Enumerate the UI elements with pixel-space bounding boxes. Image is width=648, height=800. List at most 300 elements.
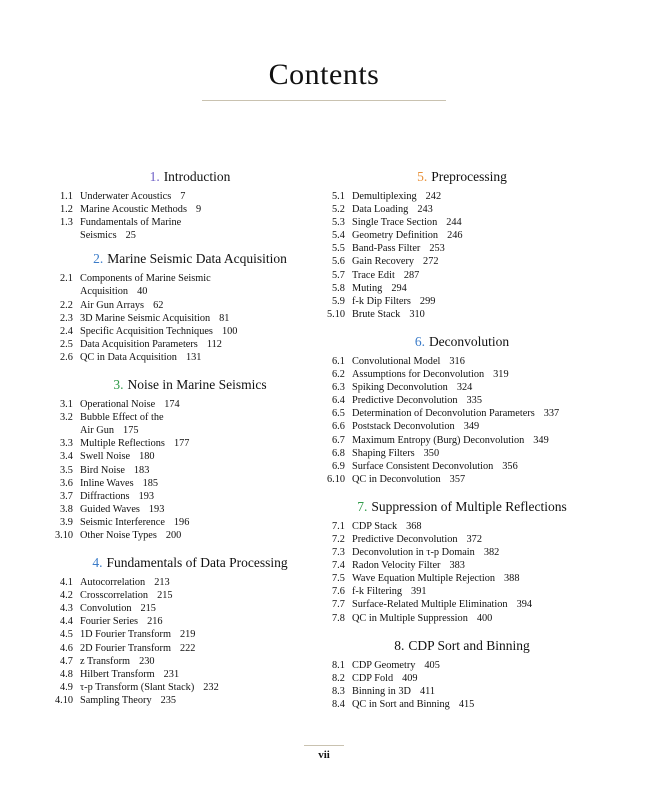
section-page-number: 357	[449, 473, 466, 485]
section-title	[352, 546, 499, 559]
section-page-number: 177	[173, 438, 190, 450]
chapter-block	[60, 168, 320, 242]
chapter-block	[327, 333, 592, 486]
section-title-text: CDP Geometry	[352, 659, 416, 671]
toc-entry[interactable]	[60, 464, 320, 477]
section-number: 1.3	[60, 217, 73, 229]
section-title-text: Hilbert Transform	[80, 668, 155, 680]
toc-entry[interactable]	[332, 255, 592, 268]
section-title	[352, 612, 492, 625]
section-title	[352, 559, 465, 572]
toc-entry[interactable]	[332, 229, 592, 242]
section-title	[80, 694, 176, 707]
section-number: 5.7	[332, 269, 345, 281]
toc-entry[interactable]	[332, 533, 592, 546]
toc-entry[interactable]	[60, 628, 320, 641]
section-page-number: 219	[179, 629, 196, 641]
chapter-block	[60, 250, 320, 364]
section-title-text: Geometry Definition	[352, 230, 439, 242]
toc-entry[interactable]	[60, 312, 320, 325]
toc-entry[interactable]	[332, 190, 592, 203]
section-number: 2.4	[60, 325, 73, 337]
section-page-number: 235	[160, 694, 177, 706]
chapter-number: 3.	[113, 377, 124, 393]
section-title-text: Swell Noise	[80, 451, 131, 463]
chapter-title: Introduction	[163, 169, 231, 184]
section-number: 3.1	[60, 399, 73, 411]
toc-entry[interactable]	[60, 642, 320, 655]
section-title-text: Sampling Theory	[80, 694, 152, 706]
section-number: 7.4	[332, 560, 345, 572]
section-title-text: Guided Waves	[80, 503, 140, 515]
section-page-number: 294	[391, 282, 407, 294]
section-page-number: 409	[402, 672, 418, 684]
section-title	[352, 698, 474, 711]
section-page-number: 253	[429, 243, 445, 255]
toc-entry[interactable]	[60, 602, 320, 615]
section-title-text: 3D Marine Seismic Acquisition	[80, 312, 211, 324]
section-page-number: 100	[221, 325, 238, 337]
section-title-text: Marine Acoustic Methods	[80, 204, 187, 216]
section-title-text: Specific Acquisition Techniques	[80, 325, 213, 337]
section-title-text: Data Acquisition Parameters	[80, 338, 198, 350]
section-number: 3.6	[60, 477, 73, 489]
section-number: 3.4	[60, 451, 73, 463]
toc-entry[interactable]	[332, 585, 592, 598]
section-page-number: 193	[148, 503, 165, 515]
section-title	[80, 516, 189, 529]
section-title	[352, 533, 482, 546]
section-page-number: 350	[423, 447, 440, 459]
section-number: 7.2	[332, 533, 345, 545]
section-number: 7.7	[332, 599, 345, 611]
section-title-text: Assumptions for Deconvolution	[352, 369, 485, 381]
section-page-number: 215	[140, 603, 156, 615]
chapter-title: Fundamentals of Data Processing	[106, 555, 288, 571]
section-number: 2.3	[60, 312, 73, 324]
section-page-number: 40	[137, 286, 148, 298]
toc-entry[interactable]	[60, 516, 320, 529]
toc-entry[interactable]	[60, 338, 320, 351]
section-number: 4.10	[55, 694, 74, 706]
toc-entry[interactable]	[332, 447, 592, 460]
section-page-number: 232	[203, 681, 219, 693]
section-page-number: 324	[456, 382, 473, 394]
section-title	[80, 615, 163, 628]
section-page-number: 200	[165, 529, 182, 541]
section-title	[352, 216, 462, 229]
section-page-number: 222	[179, 642, 196, 654]
section-title	[352, 420, 479, 433]
toc-entry[interactable]	[332, 672, 592, 685]
section-page-number: 230	[139, 655, 155, 667]
section-number: 6.8	[332, 447, 345, 459]
section-number: 4.6	[60, 642, 73, 654]
section-title-continuation: Air Gun 175	[80, 425, 139, 437]
section-number: 5.1	[332, 191, 345, 202]
section-number: 3.9	[60, 516, 73, 528]
section-page-number: 400	[476, 612, 493, 624]
section-number: 3.7	[60, 490, 73, 502]
toc-entry[interactable]	[332, 394, 592, 407]
section-title	[80, 216, 181, 242]
toc-entry[interactable]	[60, 615, 320, 628]
toc-entry[interactable]	[332, 598, 592, 611]
section-number: 3.8	[60, 503, 73, 515]
chapter-title: Suppression of Multiple Reflections	[371, 498, 567, 514]
title-divider	[202, 100, 446, 101]
section-page-number: 242	[425, 191, 442, 202]
toc-entry[interactable]	[332, 242, 592, 255]
section-title	[352, 282, 407, 295]
section-number: 5.2	[332, 204, 345, 216]
section-title	[352, 659, 440, 672]
section-page-number: 383	[449, 560, 465, 572]
section-number: 7.6	[332, 586, 345, 598]
chapter-title: Noise in Marine Seismics	[127, 377, 267, 393]
section-title-text: Trace Edit	[352, 269, 395, 281]
section-title-text: Muting	[352, 282, 383, 294]
section-title	[352, 355, 465, 368]
toc-entry[interactable]	[332, 420, 592, 433]
section-page-number: 411	[419, 685, 436, 697]
toc-right-column	[327, 168, 592, 711]
chapter-heading[interactable]	[332, 333, 592, 351]
section-title	[80, 668, 179, 681]
section-title	[80, 628, 195, 641]
section-title-text: Fundamentals of Marine	[80, 217, 182, 229]
chapter-block	[332, 637, 592, 711]
toc-entry[interactable]	[60, 216, 320, 242]
toc-entry[interactable]	[60, 437, 320, 450]
chapter-block	[327, 168, 592, 321]
section-title	[352, 520, 422, 533]
section-title-text: Deconvolution in τ-p Domain	[352, 547, 475, 559]
section-title	[80, 203, 201, 216]
section-page-number: 213	[154, 577, 170, 589]
toc-entry[interactable]	[332, 434, 592, 447]
section-number: 4.4	[60, 616, 73, 628]
section-number: 5.10	[327, 308, 346, 320]
section-number: 3.2	[60, 412, 73, 424]
section-title-text: Data Loading	[352, 204, 409, 216]
toc-entry[interactable]	[60, 190, 320, 203]
toc-entry[interactable]	[60, 450, 320, 463]
section-title-text: CDP Fold	[352, 672, 394, 684]
section-page-number: 382	[483, 547, 500, 559]
toc-entry[interactable]	[332, 381, 592, 394]
toc-entry[interactable]	[332, 659, 592, 672]
section-page-number: 316	[449, 355, 465, 367]
section-number: 3.10	[55, 529, 74, 541]
section-page-number: 183	[133, 464, 150, 476]
section-title	[80, 190, 185, 203]
section-page-number: 356	[502, 460, 518, 472]
toc-entry[interactable]	[60, 668, 320, 681]
section-title-text: Bird Noise	[80, 464, 125, 476]
section-page-number: 335	[466, 395, 482, 407]
section-title-text: Binning in 3D	[352, 685, 411, 697]
section-title	[352, 242, 445, 255]
section-title-continuation: Seismics 25	[80, 230, 136, 242]
toc-entry[interactable]	[332, 460, 592, 473]
section-number: 4.8	[60, 668, 73, 680]
chapter-number: 8.	[394, 637, 405, 653]
toc-entry[interactable]	[55, 694, 320, 707]
section-title-text: Predictive Deconvolution	[352, 533, 458, 545]
chapter-number: 5.	[417, 169, 428, 184]
section-number: 6.5	[332, 408, 345, 420]
section-title	[80, 576, 170, 589]
toc-entry[interactable]	[60, 490, 320, 503]
section-title-text: Surface Consistent Deconvolution	[352, 460, 494, 472]
chapter-heading[interactable]	[332, 637, 592, 655]
section-number: 8.2	[332, 672, 345, 684]
toc-entry[interactable]	[60, 576, 320, 589]
section-page-number: 337	[543, 408, 560, 420]
section-number: 6.1	[332, 355, 345, 367]
section-title-text: Components of Marine Seismic	[80, 273, 211, 285]
page-number: vii	[318, 749, 330, 761]
section-title	[80, 589, 173, 602]
section-title	[80, 655, 155, 668]
chapter-number: 1.	[149, 169, 160, 184]
section-title-text: z Transform	[80, 655, 131, 667]
section-number: 4.5	[60, 629, 73, 641]
chapter-number: 7.	[357, 498, 368, 514]
chapter-heading[interactable]	[60, 554, 320, 572]
toc-entry[interactable]	[327, 473, 592, 486]
section-page-number: 193	[138, 490, 155, 502]
toc-entry[interactable]	[332, 355, 592, 368]
section-title-text: QC in Deconvolution	[352, 473, 441, 485]
section-page-number: 25	[125, 230, 136, 242]
toc-entry[interactable]	[60, 681, 320, 694]
section-page-number: 112	[206, 338, 222, 350]
section-title-text: QC in Multiple Suppression	[352, 612, 468, 624]
section-page-number: 368	[406, 520, 422, 532]
section-number: 7.1	[332, 520, 345, 532]
section-title	[352, 190, 441, 203]
section-title	[80, 477, 158, 490]
section-title-text: Inline Waves	[80, 477, 134, 489]
section-title-text: Maximum Entropy (Burg) Deconvolution	[352, 434, 525, 446]
chapter-heading[interactable]	[60, 168, 320, 186]
toc-entry[interactable]	[60, 503, 320, 516]
section-title	[352, 447, 439, 460]
section-title-text: 2D Fourier Transform	[80, 642, 171, 654]
section-page-number: 231	[163, 668, 180, 680]
section-number: 6.2	[332, 369, 345, 381]
section-number: 4.1	[60, 577, 73, 589]
section-number: 4.7	[60, 655, 73, 667]
section-number: 7.3	[332, 547, 345, 559]
section-number: 7.8	[332, 612, 345, 624]
section-title	[352, 368, 509, 381]
section-number: 6.10	[327, 473, 346, 485]
section-title-text: QC in Data Acquisition	[80, 351, 177, 363]
section-page-number: 287	[403, 269, 420, 281]
section-title-text: Convolution	[80, 603, 132, 615]
section-title-text: Predictive Deconvolution	[352, 395, 458, 407]
toc-entry[interactable]	[60, 398, 320, 411]
section-title	[352, 685, 435, 698]
section-title-text: Spiking Deconvolution	[352, 382, 448, 394]
section-title-text: Gain Recovery	[352, 256, 415, 268]
section-title	[80, 325, 237, 338]
section-number: 1.1	[60, 191, 73, 202]
section-title	[80, 312, 229, 325]
toc-entry[interactable]	[332, 282, 592, 295]
section-page-number: 415	[458, 698, 475, 710]
toc-entry[interactable]	[60, 655, 320, 668]
toc-entry[interactable]	[55, 529, 320, 542]
page-title: Contents	[268, 58, 380, 91]
section-title-text: Brute Stack	[352, 308, 401, 320]
toc-entry[interactable]	[332, 203, 592, 216]
toc-entry[interactable]	[332, 407, 592, 420]
section-page-number: 394	[516, 599, 533, 611]
chapter-heading[interactable]	[332, 498, 592, 516]
section-page-number: 372	[466, 533, 482, 545]
section-title	[80, 529, 181, 542]
section-title	[352, 394, 482, 407]
section-title	[352, 295, 435, 308]
toc-left-column	[55, 168, 320, 707]
section-title-text: Convolutional Model	[352, 355, 441, 367]
toc-entry[interactable]	[60, 325, 320, 338]
section-title	[80, 503, 164, 516]
section-number: 4.9	[60, 681, 73, 693]
section-page-number: 7	[180, 191, 186, 202]
section-title	[80, 398, 180, 411]
section-title	[80, 437, 189, 450]
section-page-number: 131	[185, 351, 202, 363]
section-title-text: Diffractions	[80, 490, 130, 502]
section-title	[80, 338, 222, 351]
section-title	[352, 598, 532, 611]
section-number: 6.3	[332, 382, 345, 394]
section-title	[80, 602, 156, 615]
section-page-number: 299	[419, 295, 436, 307]
section-title-text: Single Trace Section	[352, 217, 438, 229]
toc-entry[interactable]	[60, 589, 320, 602]
section-title	[352, 473, 465, 486]
chapter-block	[55, 554, 320, 707]
chapter-heading[interactable]	[60, 376, 320, 394]
section-title	[352, 203, 433, 216]
section-title	[80, 351, 201, 364]
section-title-text: 1D Fourier Transform	[80, 629, 171, 641]
section-title	[352, 672, 418, 685]
chapter-number: 2.	[93, 251, 104, 267]
section-page-number: 215	[157, 590, 173, 602]
section-page-number: 388	[504, 573, 520, 585]
toc-entry[interactable]	[60, 351, 320, 364]
section-number: 3.3	[60, 438, 73, 450]
section-page-number: 196	[173, 516, 190, 528]
toc-entry[interactable]	[332, 368, 592, 381]
section-number: 5.6	[332, 256, 345, 268]
section-number: 2.1	[60, 273, 73, 285]
toc-entry[interactable]	[332, 216, 592, 229]
toc-entry[interactable]	[332, 269, 592, 282]
section-title	[80, 681, 219, 694]
section-title	[352, 381, 472, 394]
section-page-number: 272	[423, 256, 439, 268]
toc-entry[interactable]	[60, 272, 320, 298]
toc-entry[interactable]	[332, 546, 592, 559]
section-number: 4.2	[60, 590, 73, 602]
toc-entry[interactable]	[60, 411, 320, 437]
chapter-title: Preprocessing	[431, 169, 507, 184]
section-number: 5.3	[332, 217, 345, 229]
section-title-text: Bubble Effect of the	[80, 412, 164, 424]
section-page-number: 216	[147, 616, 163, 628]
toc-entry[interactable]	[332, 295, 592, 308]
section-title	[80, 450, 155, 463]
chapter-heading[interactable]	[60, 250, 320, 268]
section-title-continuation: Acquisition 40	[80, 286, 148, 298]
section-title-text: τ-p Transform (Slant Stack)	[80, 681, 195, 693]
section-number: 3.5	[60, 464, 73, 476]
section-title-text: Surface-Related Multiple Elimination	[352, 599, 508, 611]
toc-entry[interactable]	[332, 612, 592, 625]
section-number: 2.6	[60, 351, 73, 363]
toc-entry[interactable]	[332, 520, 592, 533]
section-title-text: Seismic Interference	[80, 516, 165, 528]
toc-entry[interactable]	[332, 698, 592, 711]
section-page-number: 185	[142, 477, 159, 489]
chapter-title: Deconvolution	[428, 333, 510, 349]
section-number: 5.8	[332, 282, 345, 294]
chapter-title: Marine Seismic Data Acquisition	[107, 251, 287, 267]
toc-entry[interactable]	[332, 685, 592, 698]
section-title	[80, 299, 163, 312]
section-number: 5.5	[332, 243, 345, 255]
toc-entry[interactable]	[60, 203, 320, 216]
toc-entry[interactable]	[332, 572, 592, 585]
section-page-number: 405	[424, 659, 440, 671]
toc-entry[interactable]	[332, 559, 592, 572]
chapter-number: 4.	[92, 555, 103, 571]
section-title-text: Band-Pass Filter	[352, 243, 421, 255]
section-title-text: Radon Velocity Filter	[352, 560, 441, 572]
toc-entry[interactable]	[60, 477, 320, 490]
section-number: 8.3	[332, 685, 345, 697]
section-title-text: Poststack Deconvolution	[352, 421, 455, 433]
section-title	[352, 460, 518, 473]
section-page-number: 9	[195, 204, 202, 216]
section-title-text: Demultiplexing	[352, 191, 417, 202]
footer-divider	[304, 745, 344, 746]
section-title	[80, 490, 154, 503]
toc-entry[interactable]	[60, 299, 320, 312]
section-title-text: Shaping Filters	[352, 447, 415, 459]
section-number: 6.6	[332, 421, 345, 433]
section-title	[352, 434, 549, 447]
chapter-block	[332, 498, 592, 625]
section-page-number: 244	[446, 217, 462, 229]
section-title-text: Determination of Deconvolution Parameters	[352, 408, 535, 420]
toc-entry[interactable]	[327, 308, 592, 321]
section-title-text: CDP Stack	[352, 520, 398, 532]
section-page-number: 175	[123, 425, 139, 437]
chapter-heading[interactable]	[332, 168, 592, 186]
section-number: 6.7	[332, 434, 345, 446]
chapter-block	[55, 376, 320, 542]
section-title-text: f-k Dip Filters	[352, 295, 411, 307]
